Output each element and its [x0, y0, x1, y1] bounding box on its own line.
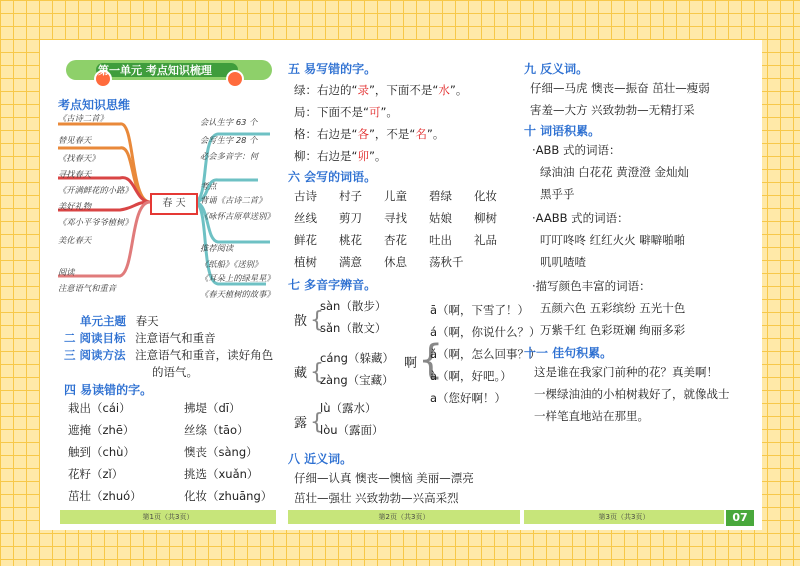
s6-word: 满意 — [339, 255, 362, 269]
s5-red: 水 — [438, 83, 450, 97]
s3-label: 三 阅读方法 — [64, 348, 126, 362]
s9-heading: 九 反义词。 — [524, 62, 589, 76]
map-left-8: 阅读 — [58, 267, 75, 277]
map-right-mid-1: 背诵《古诗二首》 — [200, 195, 267, 205]
s5-text: 格：右边是“ — [294, 127, 358, 141]
s5-heading: 五 易写错的字。 — [288, 62, 377, 76]
s6-word: 吐出 — [429, 233, 452, 247]
map-right-mid-0: 考点 — [200, 181, 217, 191]
s7-item: cáng（躲藏） — [320, 351, 394, 365]
brace-icon: { — [310, 410, 324, 435]
s10-heading: 十 词语积累。 — [524, 124, 601, 138]
column-3 — [524, 40, 762, 530]
s6-word: 丝线 — [294, 211, 317, 225]
s6-word: 礼品 — [474, 233, 497, 247]
s5-text: ”。 — [449, 83, 468, 97]
s5-text: ”。 — [368, 149, 387, 163]
aabb-row: 叮叮咚咚 红红火火 噼噼啪啪 — [540, 233, 686, 247]
s7-item: lù（露水） — [320, 401, 377, 415]
color-row: 五颜六色 五彩缤纷 五光十色 — [540, 301, 686, 315]
aabb-label: ·AABB 式的词语： — [532, 211, 629, 225]
footer-page-2: 第2页（共3页） — [288, 510, 520, 524]
s5-text: ”。 — [426, 127, 445, 141]
map-right-top-2: 必会多音字：何 — [200, 151, 259, 161]
s7-item: zàng（宝藏） — [320, 373, 394, 387]
page-number: 07 — [726, 510, 754, 526]
s6-row — [294, 210, 497, 226]
s7-a-item: a（您好啊！） — [430, 391, 507, 405]
s5-red: 卯 — [357, 149, 369, 163]
s9-row: 害羞—大方 兴致勃勃—无精打采 — [530, 103, 695, 117]
worksheet — [40, 40, 762, 530]
s4-row — [68, 400, 241, 416]
s5-red: 各 — [357, 127, 369, 141]
s5-text: 局：下面不是“ — [294, 105, 369, 119]
map-right-bot-2: 《耳朵上的绿星星》 — [200, 273, 275, 283]
footer-page-3: 第3页（共3页） — [524, 510, 724, 524]
s6-word: 碧绿 — [429, 189, 452, 203]
s6-word: 荡秋千 — [429, 255, 464, 269]
column-1 — [40, 40, 280, 530]
s11-row: 一棵绿油油的小柏树栽好了，就像战士 — [534, 387, 730, 401]
footer-page-1: 第1页（共3页） — [60, 510, 276, 524]
s6-row — [294, 254, 474, 270]
brace-icon: { — [418, 337, 444, 383]
color-label: ·描写颜色丰富的词语： — [532, 279, 651, 293]
s5-text: 绿：右边的“ — [294, 83, 358, 97]
theme-line — [80, 313, 159, 329]
s5-text: 柳：右边是“ — [294, 149, 358, 163]
s6-word: 柳树 — [474, 211, 497, 225]
s5-red: 可 — [368, 105, 381, 119]
brace-icon: { — [310, 308, 324, 333]
s3-value-2: 的语气。 — [152, 365, 198, 379]
map-right-bot-1: 《纸船》《送别》 — [200, 259, 263, 269]
s5-row — [294, 126, 444, 142]
s6-word: 儿童 — [384, 189, 407, 203]
s6-row — [294, 188, 497, 204]
column-2 — [288, 40, 541, 530]
s7-char: 散 — [294, 314, 308, 329]
map-left-0: 《古诗二首》 — [58, 113, 108, 123]
s7-a-item: á（啊，你说什么？） — [430, 325, 541, 339]
s4-row — [68, 488, 272, 504]
s7-char: 藏 — [294, 366, 308, 381]
s4-cell: 挑选（xuǎn） — [184, 467, 259, 481]
s5-red: 名 — [415, 127, 427, 141]
s7-char: 露 — [294, 416, 308, 431]
s7-a-item: à（啊，好吧。） — [430, 369, 512, 383]
s6-word: 剪刀 — [339, 211, 362, 225]
s4-heading: 四 易读错的字。 — [64, 383, 153, 397]
s6-word: 休息 — [384, 255, 407, 269]
map-left-1: 替见春天 — [58, 135, 92, 145]
theme-value: 春天 — [135, 314, 159, 328]
s7-item: lòu（露面） — [320, 423, 384, 437]
s6-word: 寻找 — [384, 211, 407, 225]
s5-text: ”。 — [380, 105, 398, 119]
abb-row: 绿油油 白花花 黄澄澄 金灿灿 — [540, 165, 689, 179]
map-left-5: 美好礼物 — [58, 201, 92, 211]
s7-item: sàn（散步） — [320, 299, 387, 313]
s3-line — [64, 347, 273, 363]
s7-a-char: 啊 — [404, 356, 418, 371]
s6-word: 鲜花 — [294, 233, 317, 247]
s3-value: 注意语气和重音，读好角色 — [135, 348, 274, 362]
s5-row — [294, 104, 398, 120]
map-left-7: 美化春天 — [58, 235, 92, 245]
s11-row: 一样笔直地站在那里。 — [534, 409, 649, 423]
s7-a-item: ǎ（啊，怎么回事？） — [430, 347, 541, 361]
abb-label: ·ABB 式的词语： — [532, 143, 621, 157]
map-right-top-1: 会写生字 28 个 — [200, 135, 258, 145]
abb-row: 黑乎乎 — [540, 187, 575, 201]
s4-cell: 化妆（zhuāng） — [184, 489, 273, 503]
brace-icon: { — [310, 360, 324, 385]
s7-a-item: ā（啊，下雪了！） — [430, 303, 530, 317]
s2-line — [64, 330, 216, 346]
map-center: 春 天 — [150, 193, 198, 215]
map-right-bot-3: 《春天植树的故事》 — [200, 289, 275, 299]
map-right-bot-0: 推荐阅读 — [200, 243, 234, 253]
map-right-top-0: 会认生字 63 个 — [200, 117, 258, 127]
theme-label: 单元主题 — [80, 314, 126, 328]
map-left-4: 《开满鲜花的小路》 — [58, 185, 133, 195]
s5-text: ”，不是“ — [368, 127, 416, 141]
s4-cell: 花籽（zǐ） — [68, 467, 124, 481]
s4-cell: 拂堤（dī） — [184, 401, 241, 415]
s6-word: 植树 — [294, 255, 317, 269]
map-left-9: 注意语气和重音 — [58, 283, 117, 293]
map-heading: 考点知识思维 — [58, 98, 131, 112]
unit-title: 第一单元 考点知识梳理 — [98, 64, 212, 77]
s6-heading: 六 会写的词语。 — [288, 170, 377, 184]
map-right-mid-2: 《咏怀古原草送别》 — [200, 211, 275, 221]
s4-row — [68, 466, 258, 482]
map-left-2: 《找春天》 — [58, 153, 100, 163]
s11-heading: 十一 佳句积累。 — [524, 346, 613, 360]
map-left-3: 寻找春天 — [58, 169, 92, 179]
s6-word: 桃花 — [339, 233, 362, 247]
s6-word: 古诗 — [294, 189, 317, 203]
s4-row — [68, 422, 249, 438]
s5-text: ”，下面不是“ — [368, 83, 439, 97]
s5-row — [294, 148, 386, 164]
s8-heading: 八 近义词。 — [288, 452, 353, 466]
s5-red: 录 — [357, 83, 369, 97]
s2-value: 注意语气和重音 — [135, 331, 216, 345]
s2-label: 二 阅读目标 — [64, 331, 126, 345]
s4-cell: 茁壮（zhuó） — [68, 489, 142, 503]
s9-row: 仔细—马虎 懊丧—振奋 茁壮—瘦弱 — [530, 81, 710, 95]
s4-cell: 丝绦（tāo） — [184, 423, 249, 437]
s6-word: 化妆 — [474, 189, 497, 203]
color-row: 万紫千红 色彩斑斓 绚丽多彩 — [540, 323, 686, 337]
s4-cell: 栽出（cái） — [68, 401, 131, 415]
s7-heading: 七 多音字辨音。 — [288, 278, 377, 292]
map-left-6: 《邓小平爷爷植树》 — [58, 217, 133, 227]
s6-row — [294, 232, 497, 248]
s6-word: 村子 — [339, 189, 362, 203]
aabb-row: 叽叽喳喳 — [540, 255, 586, 269]
s11-row: 这是谁在我家门前种的花？真美啊！ — [534, 365, 718, 379]
s4-cell: 懊丧（sàng） — [184, 445, 258, 459]
s6-word: 姑娘 — [429, 211, 452, 225]
s4-cell: 触到（chù） — [68, 445, 135, 459]
s8-row: 茁壮—强壮 兴致勃勃—兴高采烈 — [294, 491, 459, 505]
s7-item: sǎn（散文） — [320, 321, 387, 335]
s4-row — [68, 444, 258, 460]
s8-row: 仔细—认真 懊丧—懊恼 美丽—漂亮 — [294, 471, 474, 485]
s4-cell: 遮掩（zhē） — [68, 423, 135, 437]
s5-row — [294, 82, 467, 98]
s6-word: 杏花 — [384, 233, 407, 247]
